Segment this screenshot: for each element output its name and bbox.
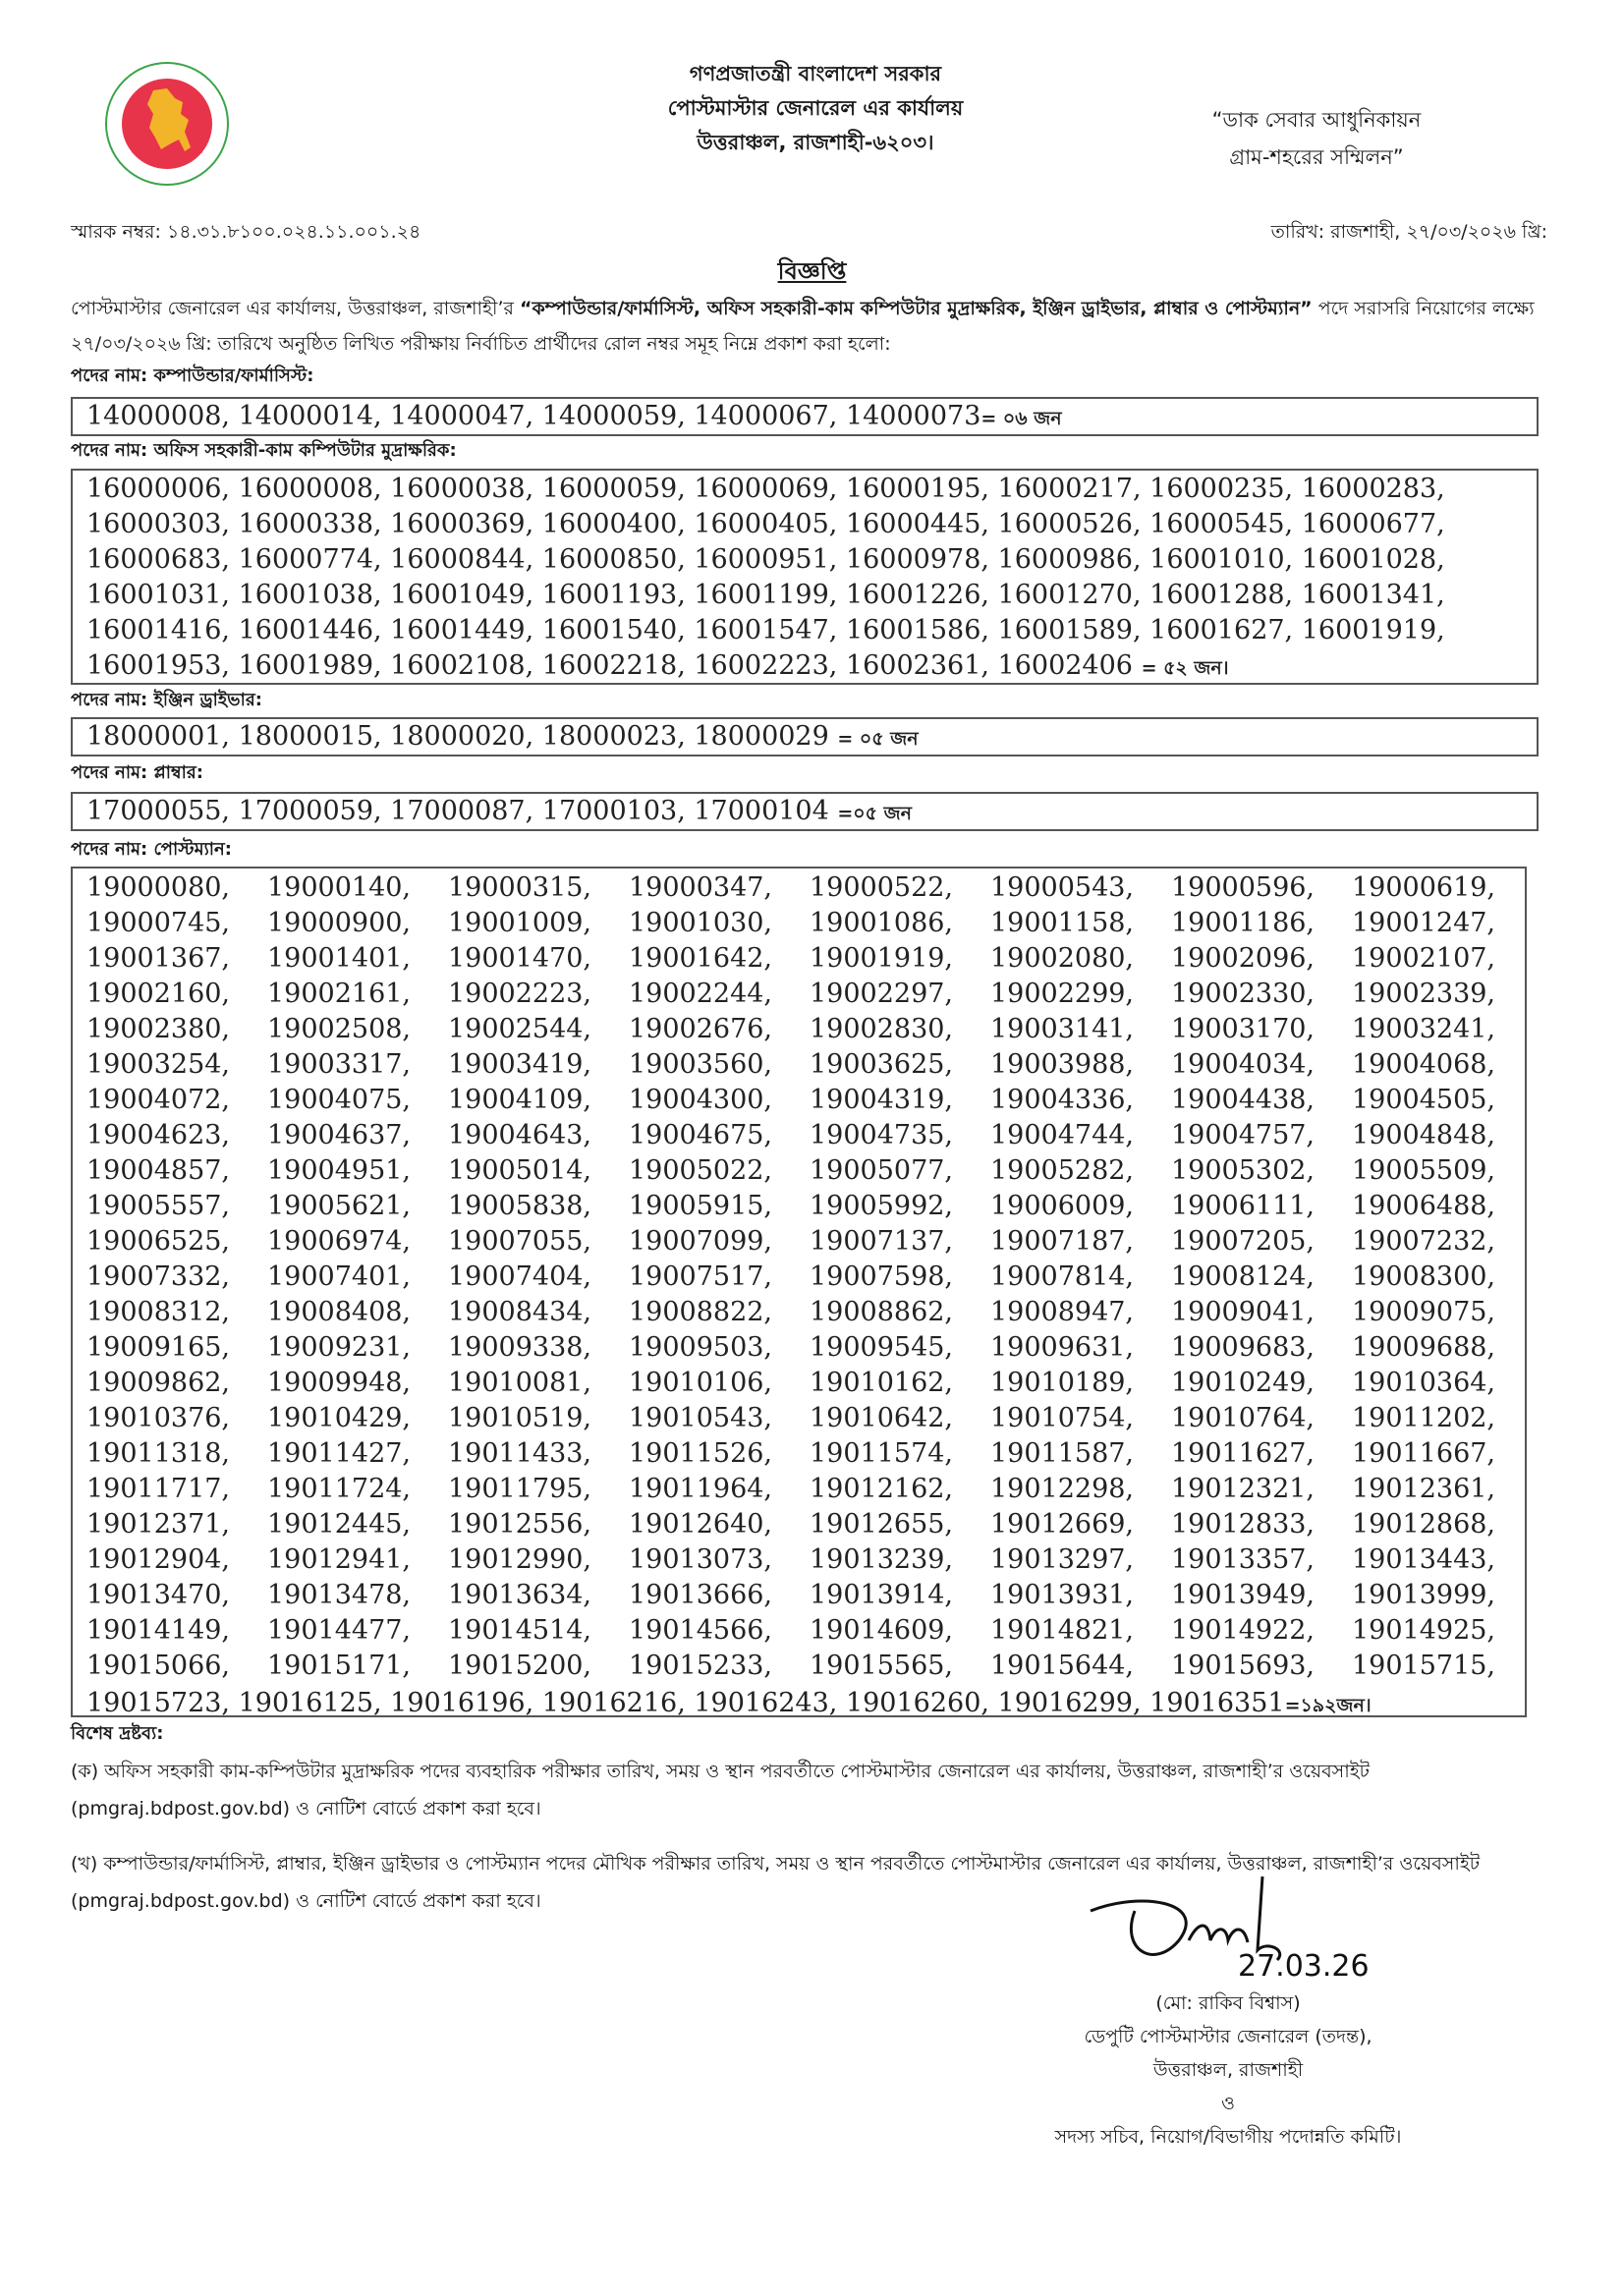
roll-number-cell: 19012371, — [86, 1509, 231, 1540]
roll-number-cell: 19002161, — [267, 979, 412, 1009]
roll-number-cell: 19004034, — [1171, 1049, 1316, 1080]
intro-posts-list: “কম্পাউন্ডার/ফার্মাসিস্ট, অফিস সহকারী-কাম কম্পিউটার মুদ্রাক্ষরিক, ইঞ্জিন ড্রাইভার, প্লাম্বার ও পোস্টম্যান” — [520, 298, 1313, 319]
roll-numbers: 16001953, 16001989, 16002108, 16002218, 16002223, 16002361, 16002406 — [86, 650, 1142, 681]
roll-number-cell: 19008862, — [810, 1297, 954, 1327]
roll-number-cell: 19012655, — [810, 1509, 954, 1540]
roll-number-cell: 19005302, — [1171, 1155, 1316, 1186]
roll-number-cell: 19004319, — [810, 1085, 954, 1115]
roll-number-cell: 19003988, — [990, 1049, 1135, 1080]
roll-number-cell: 19009075, — [1352, 1297, 1496, 1327]
roll-number-cell: 19011574, — [810, 1438, 954, 1469]
roll-numbers: 14000008, 14000014, 14000047, 14000059, 14000067, 14000073 — [86, 401, 981, 431]
roll-number-cell: 19004336, — [990, 1085, 1135, 1115]
roll-number-cell: 19006009, — [990, 1191, 1135, 1221]
total-count: = ০৫ জন — [837, 728, 919, 750]
roll-box-plumber — [71, 792, 1539, 831]
roll-number-cell: 19000596, — [1171, 872, 1316, 903]
signatory-and: ও — [1221, 2093, 1235, 2114]
roll-number-cell: 19013999, — [1352, 1580, 1496, 1610]
roll-number-cell: 19002380, — [86, 1014, 231, 1044]
handwritten-signature — [1061, 1872, 1385, 1980]
post-label-postman: পদের নাম: পোস্টম্যান: — [71, 839, 232, 860]
roll-number-cell: 19010764, — [1171, 1403, 1316, 1433]
roll-number-cell: 19012904, — [86, 1544, 231, 1575]
roll-number-cell: 19015066, — [86, 1651, 231, 1681]
header-line-address: উত্তরাঞ্চল, রাজশাহী-৬২০৩। — [697, 131, 934, 154]
roll-number-cell: 19011433, — [448, 1438, 592, 1469]
roll-number-cell: 19006111, — [1171, 1191, 1316, 1221]
roll-line: 16000683, 16000774, 16000844, 16000850, 16000951, 16000978, 16000986, 16001010, 16001028, — [86, 544, 1445, 575]
signatory-designation: ডেপুটি পোস্টমাস্টার জেনারেল (তদন্ত), — [1084, 2026, 1372, 2047]
roll-number-cell: 19007232, — [1352, 1226, 1496, 1257]
roll-number-cell: 19002676, — [629, 1014, 773, 1044]
roll-number-cell: 19007187, — [990, 1226, 1135, 1257]
roll-number-cell: 19005077, — [810, 1155, 954, 1186]
roll-number-cell: 19015200, — [448, 1651, 592, 1681]
roll-number-cell: 19004857, — [86, 1155, 231, 1186]
roll-number-cell: 19000900, — [267, 908, 412, 938]
slogan-line-1: “ডাক সেবার আধুনিকায়ন — [1211, 108, 1422, 132]
slogan — [1159, 101, 1474, 176]
roll-number-cell: 19010081, — [448, 1368, 592, 1398]
intro-text-1: পোস্টমাস্টার জেনারেল এর কার্যালয়, উত্তরাঞ্চল, রাজশাহী’র — [71, 298, 520, 319]
roll-number-cell: 19009948, — [267, 1368, 412, 1398]
roll-number-cell: 19007814, — [990, 1261, 1135, 1292]
roll-line — [73, 648, 1537, 684]
roll-number-cell: 19009545, — [810, 1332, 954, 1363]
roll-number-cell: 19001642, — [629, 943, 773, 974]
roll-number-cell: 19004757, — [1171, 1120, 1316, 1150]
svg-text:★: ★ — [130, 142, 140, 156]
roll-number-cell: 19007055, — [448, 1226, 592, 1257]
roll-line — [73, 399, 1537, 434]
bangladesh-government-seal-icon — [102, 59, 232, 189]
roll-number-cell: 19000315, — [448, 872, 592, 903]
roll-number-cell: 19011667, — [1352, 1438, 1496, 1469]
roll-number-cell: 19002830, — [810, 1014, 954, 1044]
roll-number-cell: 19009503, — [629, 1332, 773, 1363]
roll-number-cell: 19009231, — [267, 1332, 412, 1363]
roll-number-cell: 19012669, — [990, 1509, 1135, 1540]
office-header — [422, 57, 1208, 160]
roll-number-cell: 19008434, — [448, 1297, 592, 1327]
roll-number-cell: 19001247, — [1352, 908, 1496, 938]
slogan-line-2: গ্রাম-শহরের সম্মিলন” — [1229, 145, 1404, 169]
roll-number-cell: 19011627, — [1171, 1438, 1316, 1469]
roll-number-cell: 19015693, — [1171, 1651, 1316, 1681]
roll-number-cell: 19015644, — [990, 1651, 1135, 1681]
roll-number-cell: 19014925, — [1352, 1615, 1496, 1646]
roll-number-cell: 19005992, — [810, 1191, 954, 1221]
roll-number-cell: 19002508, — [267, 1014, 412, 1044]
roll-number-cell: 19012640, — [629, 1509, 773, 1540]
roll-number-cell: 19000619, — [1352, 872, 1496, 903]
roll-line — [73, 794, 1537, 829]
roll-number-cell: 19001919, — [810, 943, 954, 974]
roll-numbers: 19015723, 19016125, 19016196, 19016216, 19016243, 19016260, 19016299, 19016351 — [86, 1688, 1285, 1718]
roll-number-cell: 19013914, — [810, 1580, 954, 1610]
roll-number-cell: 19003560, — [629, 1049, 773, 1080]
roll-number-cell: 19004744, — [990, 1120, 1135, 1150]
roll-number-cell: 19009862, — [86, 1368, 231, 1398]
roll-number-cell: 19002244, — [629, 979, 773, 1009]
roll-line — [73, 1684, 1525, 1723]
roll-number-cell: 19011587, — [990, 1438, 1135, 1469]
signatory-office: উত্তরাঞ্চল, রাজশাহী — [1152, 2059, 1304, 2081]
notes-heading: বিশেষ দ্রষ্টব্য: — [71, 1723, 164, 1744]
roll-number-cell: 19013949, — [1171, 1580, 1316, 1610]
roll-number-cell: 19012868, — [1352, 1509, 1496, 1540]
roll-number-cell: 19004075, — [267, 1085, 412, 1115]
roll-box-compounder — [71, 397, 1539, 436]
roll-number-cell: 19001367, — [86, 943, 231, 974]
roll-number-cell: 19009683, — [1171, 1332, 1316, 1363]
roll-number-cell: 19014821, — [990, 1615, 1135, 1646]
roll-number-cell: 19008300, — [1352, 1261, 1496, 1292]
roll-number-cell: 19004623, — [86, 1120, 231, 1150]
roll-number-cell: 19014609, — [810, 1615, 954, 1646]
roll-number-cell: 19004675, — [629, 1120, 773, 1150]
page-title — [0, 253, 1624, 293]
roll-number-cell: 19000080, — [86, 872, 231, 903]
roll-number-cell: 19004109, — [448, 1085, 592, 1115]
roll-number-cell: 19004300, — [629, 1085, 773, 1115]
signatory-name: (মো: রাকিব বিশ্বাস) — [1155, 1992, 1301, 2014]
note-item-kha: (খ) কম্পাউন্ডার/ফার্মাসিস্ট, প্লাম্বার, ইঞ্জিন ড্রাইভার ও পোস্টম্যান পদের মৌখিক পরীক্ষার তারিখ, সময় ও স্থান পরবর্তীতে পোস্টমাস্টার জেনারেল এর কার্যালয়, উত্তরাঞ্চল, রাজশাহী’র ওয়েবসাইট (pmgraj.bdpost.gov.bd) ও নোটিশ বোর্ডে প্রকাশ করা হবে। — [71, 1853, 1481, 1912]
roll-number-cell: 19000140, — [267, 872, 412, 903]
roll-number-cell: 19005557, — [86, 1191, 231, 1221]
roll-number-cell: 19007205, — [1171, 1226, 1316, 1257]
roll-number-cell: 19011795, — [448, 1474, 592, 1504]
roll-number-cell: 19005838, — [448, 1191, 592, 1221]
roll-number-cell: 19012833, — [1171, 1509, 1316, 1540]
roll-number-cell: 19006488, — [1352, 1191, 1496, 1221]
roll-line: 16000303, 16000338, 16000369, 16000400, 16000405, 16000445, 16000526, 16000545, 16000677, — [86, 509, 1445, 539]
roll-number-cell: 19013239, — [810, 1544, 954, 1575]
handwritten-date: 27.03.26 — [1238, 1949, 1370, 1980]
post-label-compounder: পদের নাম: কম্পাউন্ডার/ফার্মাসিস্ট: — [71, 365, 314, 386]
roll-number-cell: 19012298, — [990, 1474, 1135, 1504]
roll-line: 16001031, 16001038, 16001049, 16001193, 16001199, 16001226, 16001270, 16001288, 16001341, — [86, 580, 1445, 610]
roll-number-cell: 19003419, — [448, 1049, 592, 1080]
roll-number-cell: 19001158, — [990, 908, 1135, 938]
roll-number-cell: 19007332, — [86, 1261, 231, 1292]
notice-date: তারিখ: রাজশাহী, ২৭/০৩/২০২৬ খ্রি: — [1270, 221, 1547, 243]
roll-number-cell: 19011717, — [86, 1474, 231, 1504]
roll-number-cell: 19001470, — [448, 943, 592, 974]
roll-number-cell: 19010189, — [990, 1368, 1135, 1398]
roll-number-cell: 19010106, — [629, 1368, 773, 1398]
roll-number-cell: 19013357, — [1171, 1544, 1316, 1575]
roll-number-cell: 19004643, — [448, 1120, 592, 1150]
roll-number-cell: 19004735, — [810, 1120, 954, 1150]
roll-number-cell: 19001030, — [629, 908, 773, 938]
roll-number-cell: 19004438, — [1171, 1085, 1316, 1115]
roll-number-cell: 19003170, — [1171, 1014, 1316, 1044]
roll-number-cell: 19008408, — [267, 1297, 412, 1327]
intro-paragraph — [71, 291, 1554, 362]
roll-number-cell: 19013478, — [267, 1580, 412, 1610]
roll-number-cell: 19011427, — [267, 1438, 412, 1469]
roll-number-cell: 19015565, — [810, 1651, 954, 1681]
svg-text:★: ★ — [200, 121, 211, 135]
roll-number-cell: 19008822, — [629, 1297, 773, 1327]
roll-number-cell: 19010543, — [629, 1403, 773, 1433]
roll-number-cell: 19012941, — [267, 1544, 412, 1575]
total-count: = ৫২ জন। — [1141, 657, 1229, 679]
roll-number-cell: 19002080, — [990, 943, 1135, 974]
roll-number-cell: 19009338, — [448, 1332, 592, 1363]
roll-number-cell: 19010754, — [990, 1403, 1135, 1433]
roll-number-cell: 19013634, — [448, 1580, 592, 1610]
roll-number-cell: 19003317, — [267, 1049, 412, 1080]
post-label-engine-driver: পদের নাম: ইঞ্জিন ড্রাইভার: — [71, 690, 262, 710]
memo-number: স্মারক নম্বর: ১৪.৩১.৮১০০.০২৪.১১.০০১.২৪ — [71, 221, 421, 243]
post-label-plumber: পদের নাম: প্লাম্বার: — [71, 762, 203, 783]
roll-number-cell: 19013443, — [1352, 1544, 1496, 1575]
roll-box-office-assistant — [71, 469, 1539, 685]
roll-number-cell: 19010249, — [1171, 1368, 1316, 1398]
roll-number-cell: 19004848, — [1352, 1120, 1496, 1150]
roll-number-cell: 19005282, — [990, 1155, 1135, 1186]
roll-number-cell: 19004637, — [267, 1120, 412, 1150]
roll-number-cell: 19015171, — [267, 1651, 412, 1681]
roll-number-cell: 19000522, — [810, 872, 954, 903]
roll-number-cell: 19009688, — [1352, 1332, 1496, 1363]
roll-number-cell: 19000745, — [86, 908, 231, 938]
roll-number-cell: 19012162, — [810, 1474, 954, 1504]
roll-number-cell: 19007598, — [810, 1261, 954, 1292]
roll-number-cell: 19004068, — [1352, 1049, 1496, 1080]
roll-number-cell: 19010642, — [810, 1403, 954, 1433]
roll-number-cell: 19005022, — [629, 1155, 773, 1186]
total-count: =১৯২জন। — [1284, 1695, 1372, 1716]
roll-number-cell: 19012445, — [267, 1509, 412, 1540]
roll-number-cell: 19002160, — [86, 979, 231, 1009]
roll-number-cell: 19013666, — [629, 1580, 773, 1610]
roll-line: 16000006, 16000008, 16000038, 16000059, 16000069, 16000195, 16000217, 16000235, 16000283, — [86, 474, 1445, 504]
roll-number-cell: 19002223, — [448, 979, 592, 1009]
roll-number-cell: 19005621, — [267, 1191, 412, 1221]
roll-number-cell: 19010162, — [810, 1368, 954, 1398]
roll-number-cell: 19005915, — [629, 1191, 773, 1221]
roll-number-cell: 19001086, — [810, 908, 954, 938]
roll-number-cell: 19003625, — [810, 1049, 954, 1080]
roll-number-cell: 19007099, — [629, 1226, 773, 1257]
roll-number-cell: 19001186, — [1171, 908, 1316, 938]
roll-number-cell: 19014149, — [86, 1615, 231, 1646]
roll-number-cell: 19004951, — [267, 1155, 412, 1186]
roll-number-cell: 19009165, — [86, 1332, 231, 1363]
roll-number-cell: 19007517, — [629, 1261, 773, 1292]
signatory-role: সদস্য সচিব, নিয়োগ/বিভাগীয় পদোন্নতি কমিটি। — [1054, 2126, 1402, 2148]
postman-roll-grid — [73, 870, 1525, 1684]
roll-number-cell: 19012556, — [448, 1509, 592, 1540]
roll-box-engine-driver — [71, 717, 1539, 756]
roll-number-cell: 19015715, — [1352, 1651, 1496, 1681]
roll-number-cell: 19014514, — [448, 1615, 592, 1646]
roll-number-cell: 19009631, — [990, 1332, 1135, 1363]
roll-number-cell: 19008124, — [1171, 1261, 1316, 1292]
roll-number-cell: 19011724, — [267, 1474, 412, 1504]
roll-number-cell: 19010519, — [448, 1403, 592, 1433]
roll-number-cell: 19015233, — [629, 1651, 773, 1681]
roll-number-cell: 19002297, — [810, 979, 954, 1009]
roll-number-cell: 19013931, — [990, 1580, 1135, 1610]
roll-number-cell: 19011318, — [86, 1438, 231, 1469]
roll-number-cell: 19010429, — [267, 1403, 412, 1433]
roll-number-cell: 19008947, — [990, 1297, 1135, 1327]
roll-number-cell: 19010376, — [86, 1403, 231, 1433]
roll-number-cell: 19014477, — [267, 1615, 412, 1646]
roll-number-cell: 19004505, — [1352, 1085, 1496, 1115]
roll-number-cell: 19014922, — [1171, 1615, 1316, 1646]
note-item-ka: (ক) অফিস সহকারী কাম-কম্পিউটার মুদ্রাক্ষরিক পদের ব্যবহারিক পরীক্ষার তারিখ, সময় ও স্থান পরবর্তীতে পোস্টমাস্টার জেনারেল এর কার্যালয়, উত্তরাঞ্চল, রাজশাহী’র ওয়েবসাইট (pmgraj.bdpost.gov.bd) ও নোটিশ বোর্ডে প্রকাশ করা হবে। — [71, 1761, 1370, 1820]
header-line-office: পোস্টমাস্টার জেনারেল এর কার্যালয় — [667, 96, 964, 120]
total-count: = ০৬ জন — [980, 408, 1062, 429]
roll-number-cell: 19007137, — [810, 1226, 954, 1257]
roll-number-cell: 19002339, — [1352, 979, 1496, 1009]
svg-text:★: ★ — [195, 142, 205, 156]
total-count: =০৫ জন — [837, 803, 912, 824]
header-line-government: গণপ্রজাতন্ত্রী বাংলাদেশ সরকার — [689, 62, 942, 85]
roll-line — [73, 719, 1537, 755]
roll-number-cell: 19004072, — [86, 1085, 231, 1115]
roll-numbers: 18000001, 18000015, 18000020, 18000023, 18000029 — [86, 721, 838, 752]
roll-number-cell: 19014566, — [629, 1615, 773, 1646]
roll-number-cell: 19003141, — [990, 1014, 1135, 1044]
roll-number-cell: 19011526, — [629, 1438, 773, 1469]
roll-number-cell: 19011202, — [1352, 1403, 1496, 1433]
roll-number-cell: 19000347, — [629, 872, 773, 903]
roll-number-cell: 19000543, — [990, 872, 1135, 903]
roll-number-cell: 19006974, — [267, 1226, 412, 1257]
svg-text:★: ★ — [124, 121, 135, 135]
roll-numbers: 17000055, 17000059, 17000087, 17000103, 17000104 — [86, 796, 838, 826]
roll-number-cell: 19012990, — [448, 1544, 592, 1575]
roll-number-cell: 19008312, — [86, 1297, 231, 1327]
roll-number-cell: 19006525, — [86, 1226, 231, 1257]
post-label-office-assistant: পদের নাম: অফিস সহকারী-কাম কম্পিউটার মুদ্রাক্ষরিক: — [71, 440, 457, 461]
roll-number-cell: 19002096, — [1171, 943, 1316, 974]
roll-number-cell: 19002330, — [1171, 979, 1316, 1009]
roll-number-cell: 19012361, — [1352, 1474, 1496, 1504]
roll-number-cell: 19010364, — [1352, 1368, 1496, 1398]
roll-number-cell: 19002107, — [1352, 943, 1496, 974]
roll-number-cell: 19003241, — [1352, 1014, 1496, 1044]
roll-number-cell: 19011964, — [629, 1474, 773, 1504]
roll-box-postman — [71, 867, 1527, 1717]
roll-number-cell: 19013297, — [990, 1544, 1135, 1575]
roll-number-cell: 19005509, — [1352, 1155, 1496, 1186]
roll-number-cell: 19012321, — [1171, 1474, 1316, 1504]
roll-number-cell: 19001401, — [267, 943, 412, 974]
roll-number-cell: 19002299, — [990, 979, 1135, 1009]
roll-number-cell: 19009041, — [1171, 1297, 1316, 1327]
roll-number-cell: 19002544, — [448, 1014, 592, 1044]
roll-number-cell: 19007401, — [267, 1261, 412, 1292]
roll-line: 16001416, 16001446, 16001449, 16001540, 16001547, 16001586, 16001589, 16001627, 16001919, — [86, 615, 1445, 645]
signatory-block — [884, 1987, 1572, 2154]
intro-text-2: পদে সরাসরি নিয়োগের লক্ষ্যে ২৭/০৩/২০২৬ খ্রি: তারিখে অনুষ্ঠিত লিখিত পরীক্ষায় নির্বাচিত প্রার্থীদের রোল নম্বর সমূহ নিম্নে প্রকাশ করা হলো: — [71, 298, 1535, 355]
roll-number-cell: 19005014, — [448, 1155, 592, 1186]
roll-number-cell: 19013073, — [629, 1544, 773, 1575]
title-text: বিজ্ঞপ্তি — [777, 257, 847, 285]
roll-number-cell: 19013470, — [86, 1580, 231, 1610]
roll-number-cell: 19007404, — [448, 1261, 592, 1292]
roll-number-cell: 19003254, — [86, 1049, 231, 1080]
roll-number-cell: 19001009, — [448, 908, 592, 938]
